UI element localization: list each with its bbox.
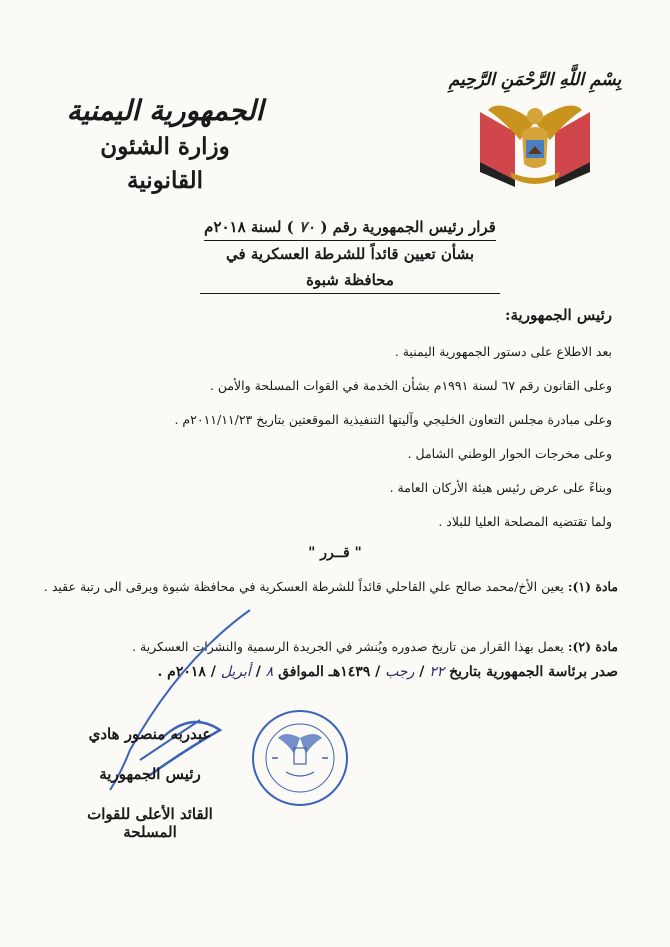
preamble-line: وعلى مبادرة مجلس التعاون الخليجي وآليتها التنفيذية الموقعتين بتاريخ ٢٠١١/١١/٢٣م . xyxy=(174,412,612,427)
decree-title-prefix: قرار رئيس الجمهورية رقم ( xyxy=(320,218,496,236)
signatory-name: عبدربه منصور هادي xyxy=(88,725,212,743)
article-label: مادة (٢): xyxy=(567,639,618,654)
decree-number: ٧٠ xyxy=(298,218,316,236)
gregorian-month: أبريل xyxy=(220,664,251,680)
hijri-month: رجب xyxy=(385,664,415,680)
signature-block xyxy=(60,725,240,863)
president-heading: رئيس الجمهورية: xyxy=(504,306,612,324)
ministry-name: وزارة الشئون القانونية xyxy=(100,133,230,194)
decree-title-block xyxy=(200,214,500,294)
preamble xyxy=(52,345,612,549)
article-label: مادة (١): xyxy=(567,579,618,594)
country-name: الجمهورية اليمنية xyxy=(66,94,264,127)
preamble-line: ولما تقتضيه المصلحة العليا للبلاد . xyxy=(438,514,612,529)
basmala: بِسْمِ اللَّهِ الرَّحْمَنِ الرَّحِيمِ xyxy=(448,70,622,90)
decided-heading: " قــرر " xyxy=(308,545,362,561)
signatory-role: القائد الأعلى للقوات المسلحة xyxy=(87,805,213,841)
hijri-day: ٢٢ xyxy=(429,664,445,680)
gregorian-year: / ٢٠١٨م . xyxy=(157,664,216,680)
decree-subject: بشأن تعيين قائداً للشرطة العسكرية في محافظة شبوة xyxy=(200,241,500,294)
signatory-title: رئيس الجمهورية xyxy=(99,765,201,783)
gregorian-day: ٨ xyxy=(265,664,274,680)
article-text: يعمل بهذا القرار من تاريخ صدوره ويُنشر في الجريدة الرسمية والنشرات العسكرية . xyxy=(132,639,564,654)
hijri-year: / ١٤٣٩هـ الموافق xyxy=(278,664,381,680)
decree-title-suffix: ) لسنة ٢٠١٨م xyxy=(204,218,294,236)
preamble-line: بعد الاطلاع على دستور الجمهورية اليمنية . xyxy=(394,344,612,359)
issued-date-line: صدر برئاسة الجمهورية بتاريخ ٢٢ / رجب / ١٤٣٩هـ الموافق ٨ / أبريل / ٢٠١٨م . xyxy=(157,664,618,680)
preamble-line: وعلى مخرجات الحوار الوطني الشامل . xyxy=(407,446,612,461)
yemen-eagle-emblem-icon xyxy=(470,92,600,192)
preamble-line: وعلى القانون رقم ٦٧ لسنة ١٩٩١م بشأن الخدمة في القوات المسلحة والأمن . xyxy=(209,378,612,393)
preamble-line: وبناءً على عرض رئيس هيئة الأركان العامة . xyxy=(389,480,612,495)
decree-title xyxy=(204,214,496,241)
article-1 xyxy=(38,578,618,596)
presidential-seal-icon xyxy=(250,708,350,808)
issued-prefix: صدر برئاسة الجمهورية بتاريخ xyxy=(449,664,618,680)
ministry-header xyxy=(60,92,270,198)
article-text: يعين الأخ/محمد صالح علي القاحلي قائداً للشرطة العسكرية في محافظة شبوة ويرقى الى رتبة عقيد . xyxy=(43,579,564,594)
